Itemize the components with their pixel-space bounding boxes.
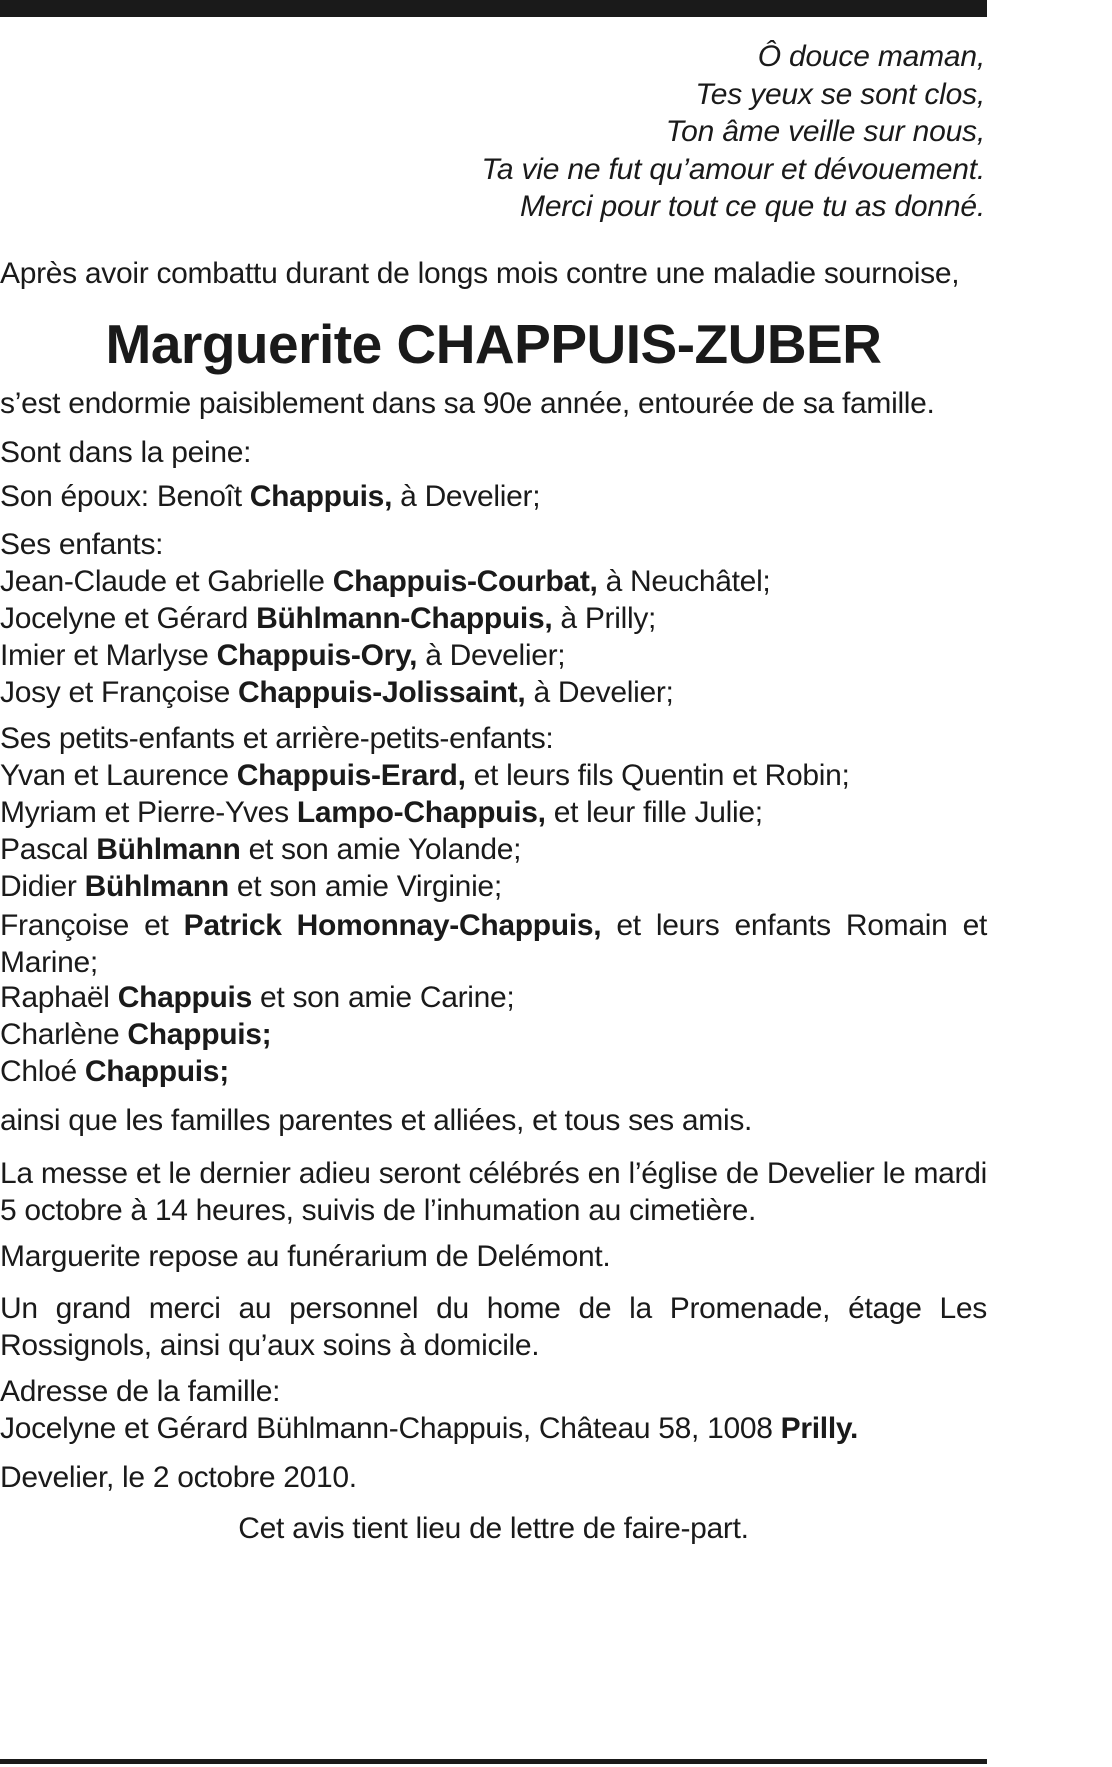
deceased-name: Marguerite CHAPPUIS-ZUBER	[105, 313, 882, 375]
text-suffix: et son amie Yolande;	[240, 833, 522, 866]
text-prefix: Son époux: Benoît	[0, 480, 250, 513]
families-text: ainsi que les familles parentes et alliées, et tous ses amis.	[0, 1104, 753, 1137]
text-prefix: Myriam et Pierre-Yves	[0, 796, 297, 829]
poem-line: Ton âme veille sur nous,	[665, 115, 985, 148]
grandchild-entry	[0, 759, 987, 793]
family-name: Chappuis-Ory,	[216, 639, 418, 672]
poem-line: Tes yeux se sont clos,	[695, 77, 985, 111]
grandchild-entry	[0, 796, 987, 830]
family-address	[0, 1412, 987, 1446]
text-suffix: à Develier;	[417, 639, 566, 672]
text-suffix: à Prilly;	[552, 602, 657, 635]
address-city: Prilly.	[780, 1412, 859, 1445]
child-entry	[0, 639, 987, 673]
grandchild-entry	[0, 1055, 987, 1089]
family-name: Chappuis,	[249, 480, 393, 513]
text-suffix: et leurs fils Quentin et Robin;	[465, 759, 850, 792]
bottom-rule	[0, 1759, 987, 1764]
grandchild-entry	[0, 907, 987, 981]
address-text: Jocelyne et Gérard Bühlmann-Chappuis, Château 58, 1008	[0, 1412, 781, 1445]
text-prefix: Chloé	[0, 1055, 85, 1088]
family-name: Chappuis;	[127, 1018, 272, 1051]
text-suffix: et son amie Carine;	[251, 981, 515, 1014]
child-entry	[0, 602, 987, 636]
family-name: Chappuis;	[84, 1055, 229, 1088]
text-prefix: Jocelyne et Gérard	[0, 602, 257, 635]
family-name: Bühlmann-Chappuis,	[256, 602, 553, 635]
text-suffix: et leurs enfants Romain et Marine;	[0, 909, 988, 979]
text-prefix: Charlène	[0, 1018, 128, 1051]
grandchild-entry	[0, 981, 987, 1015]
children-heading: Ses enfants:	[0, 528, 164, 561]
text-suffix: à Develier;	[525, 676, 674, 709]
poem-line: Ta vie ne fut qu’amour et dévouement.	[481, 152, 985, 186]
family-name: Patrick Homonnay-Chappuis,	[183, 909, 602, 942]
closing-note: Cet avis tient lieu de lettre de faire-part.	[238, 1512, 749, 1545]
text-prefix: Josy et Françoise	[0, 676, 239, 709]
text-suffix: et son amie Virginie;	[228, 870, 502, 903]
ceremony-text: La messe et le dernier adieu seront célébrés en l’église de Develier le mardi 5 octobre à 14 heures, suivis de l’inhumation au cimetière.	[0, 1157, 987, 1227]
grandchild-entry	[0, 870, 987, 904]
child-entry	[0, 676, 987, 710]
intro-text: Après avoir combattu durant de longs mois contre une maladie sournoise,	[0, 257, 960, 290]
grandchildren-heading: Ses petits-enfants et arrière-petits-enfants:	[0, 722, 554, 755]
text-suffix: à Develier;	[392, 480, 541, 513]
mourners-heading: Sont dans la peine:	[0, 436, 252, 469]
child-entry	[0, 565, 987, 599]
text-prefix: Raphaël	[0, 981, 118, 1014]
family-name: Chappuis-Courbat,	[332, 565, 598, 598]
text-prefix: Pascal	[0, 833, 97, 866]
text-suffix: et leur fille Julie;	[545, 796, 763, 829]
family-name: Bühlmann	[84, 870, 229, 903]
place-date: Develier, le 2 octobre 2010.	[0, 1461, 357, 1494]
text-prefix: Didier	[0, 870, 85, 903]
text-suffix: à Neuchâtel;	[597, 565, 771, 598]
poem	[482, 38, 985, 226]
family-name: Chappuis-Jolissaint,	[238, 676, 526, 709]
thanks-text: Un grand merci au personnel du home de la Promenade, étage Les Rossignols, ainsi qu’aux soins à domicile.	[0, 1292, 987, 1362]
poem-line: Merci pour tout ce que tu as donné.	[520, 190, 985, 223]
grandchild-entry	[0, 833, 987, 867]
address-heading: Adresse de la famille:	[0, 1375, 281, 1408]
text-prefix: Jean-Claude et Gabrielle	[0, 565, 333, 598]
family-name: Lampo-Chappuis,	[296, 796, 546, 829]
family-name: Bühlmann	[96, 833, 241, 866]
top-rule	[0, 0, 987, 17]
text-prefix: Yvan et Laurence	[0, 759, 237, 792]
family-name: Chappuis-Erard,	[236, 759, 466, 792]
text-prefix: Imier et Marlyse	[0, 639, 217, 672]
grandchild-entry	[0, 1018, 987, 1052]
family-name: Chappuis	[117, 981, 252, 1014]
passing-text: s’est endormie paisiblement dans sa 90e année, entourée de sa famille.	[0, 387, 935, 420]
text-prefix: Françoise et	[0, 909, 184, 942]
rests-text: Marguerite repose au funérarium de Delémont.	[0, 1240, 611, 1273]
spouse-line	[0, 480, 987, 514]
poem-line: Ô douce maman,	[757, 40, 985, 73]
